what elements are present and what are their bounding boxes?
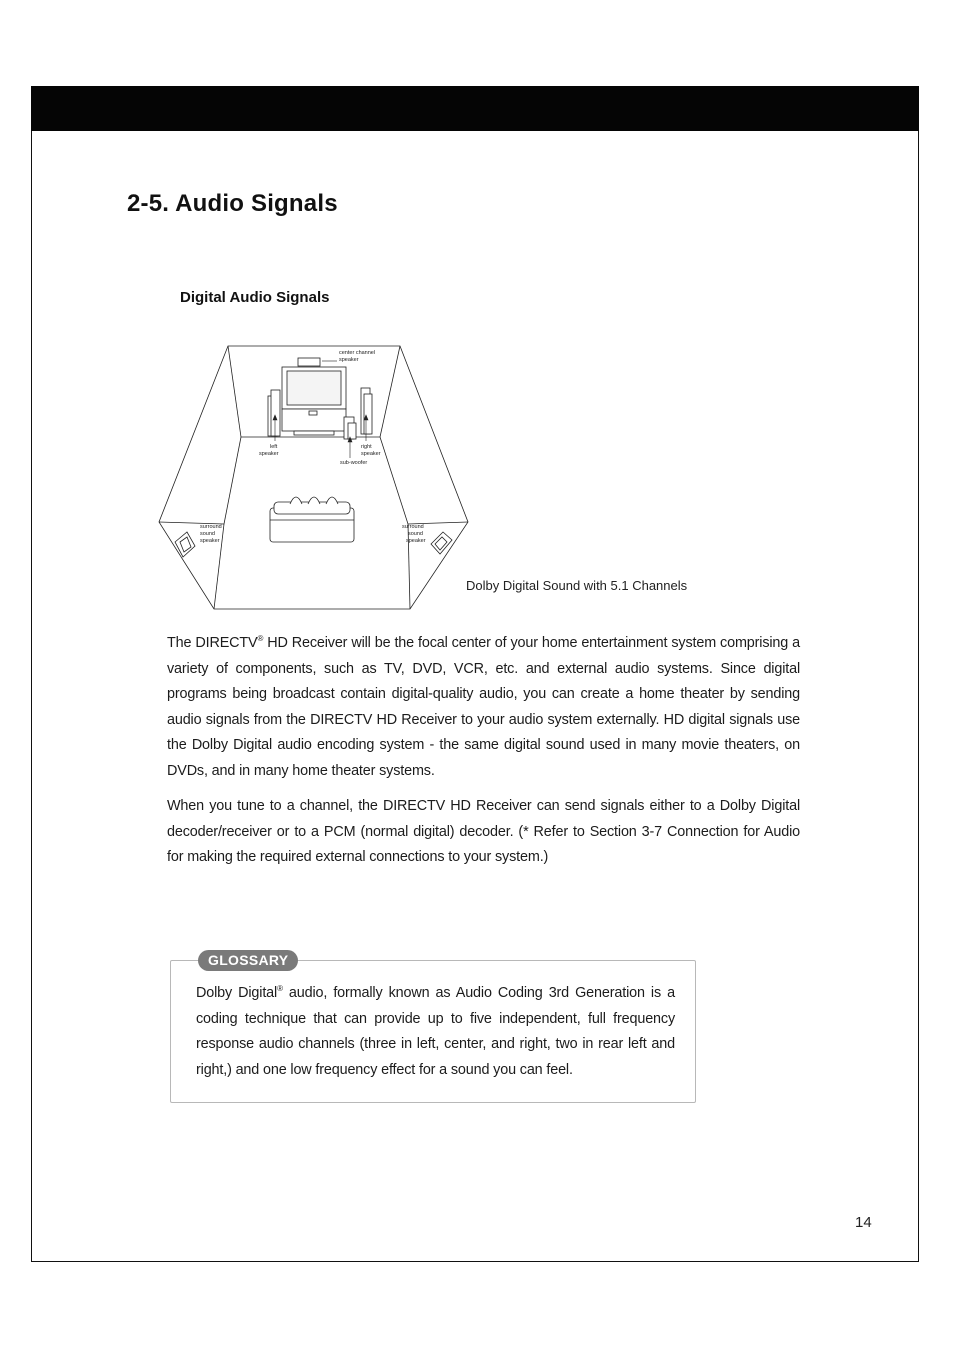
sofa-icon (270, 497, 354, 542)
glossary-tag: GLOSSARY (198, 950, 298, 971)
surround-left-speaker-icon (175, 532, 195, 557)
registered-mark: ® (257, 634, 264, 643)
tv-icon (282, 358, 346, 435)
glossary-registered-mark: ® (277, 984, 283, 993)
subwoofer-label: sub-woofer (340, 460, 368, 466)
paragraph-directv (167, 631, 800, 785)
left-speaker-label-1: left (270, 444, 278, 450)
center-speaker-label-1: center channel (339, 350, 376, 356)
page-number: 14 (855, 1214, 872, 1231)
surround-left-label-1: surround (200, 524, 222, 530)
home-theater-diagram (158, 344, 472, 612)
glossary-text-start: Dolby Digital (196, 985, 278, 1001)
glossary-text (196, 981, 675, 1083)
paragraph-directv-start: The DIRECTV (167, 635, 258, 651)
diagram-caption: Dolby Digital Sound with 5.1 Channels (466, 578, 688, 593)
header-bar (31, 86, 919, 131)
right-speaker-label-1: right (361, 444, 372, 450)
subwoofer-icon (344, 417, 356, 439)
right-speaker-icon (361, 388, 372, 434)
paragraph-tuning: When you tune to a channel, the DIRECTV HD Receiver can send signals either to a Dolby Digital decoder/receiver or to a PCM (normal digital) decoder. (* Refer to Section 3-7 Connection for Audio for making the required external connections to your system.) (167, 798, 800, 866)
surround-left-label-3: speaker (200, 538, 220, 544)
surround-right-label-1: surround (402, 524, 424, 530)
paragraph-directv-rest: HD Receiver will be the focal center of your home entertainment system comprising a variety of components, such as TV, DVD, VCR, etc. and external audio systems. Since digital programs being broadcast contain digital-quality audio, you can create a home theater by sending audio signals from the DIRECTV HD Receiver to your audio system externally. HD digital signals use the Dolby Digital audio encoding system - the same digital sound used in many movie theaters, on DVDs, and in many home theater systems. (167, 635, 801, 779)
left-speaker-label-2: speaker (259, 451, 279, 457)
right-speaker-label-2: speaker (361, 451, 381, 457)
section-title: 2-5. Audio Signals (127, 190, 338, 217)
glossary-text-rest: audio, formally known as Audio Coding 3rd Generation is a coding technique that can provide up to five independent, full frequency response audio channels (three in left, center, and right, two in rear left and right,) and one low frequency effect for a sound you can feel. (196, 985, 675, 1078)
left-speaker-icon (268, 390, 280, 436)
surround-right-label-2: sound (408, 531, 423, 537)
surround-left-label-2: sound (200, 531, 215, 537)
center-speaker-label-2: speaker (339, 357, 359, 363)
center-speaker-icon (298, 358, 320, 366)
surround-right-label-3: speaker (406, 538, 426, 544)
subheading: Digital Audio Signals (180, 289, 330, 306)
